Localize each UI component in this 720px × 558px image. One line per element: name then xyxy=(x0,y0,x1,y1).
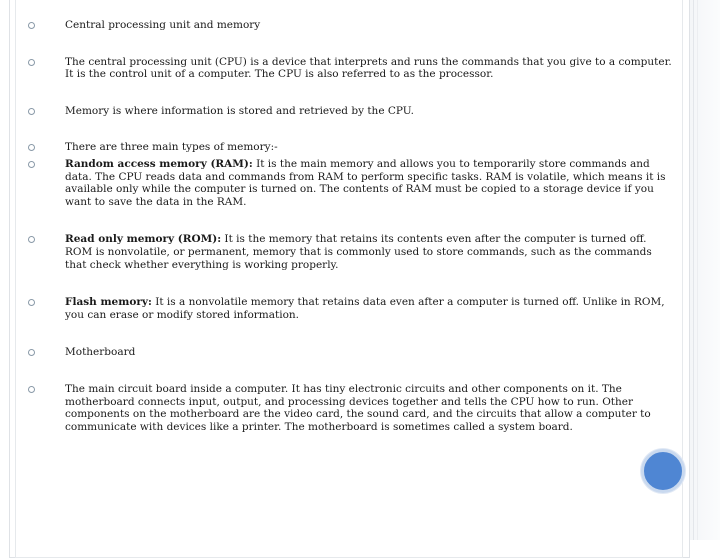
bullet-term: Random access memory (RAM): xyxy=(65,157,253,170)
bullet-item-cpu-description xyxy=(28,56,676,81)
bullet-ring-icon xyxy=(28,161,35,168)
bullet-text: The main circuit board inside a computer. It has tiny electronic circuits and other components on it. The motherboard connects input, output, and processing devices together and tells the CPU how to run. Other components on the motherboard are the video card, the sound card, and the circuits that allow a computer to communicate with devices like a printer. The motherboard is sometimes called a system board. xyxy=(65,382,651,433)
bullet-item-motherboard-description xyxy=(28,383,676,433)
bullet-ring-icon xyxy=(28,299,35,306)
bullet-text: It is the memory that retains its contents even after the computer is turned off. ROM is nonvolatile, or permanent, memory that is commonly used to store commands, such as the commands that check whether everything is working properly. xyxy=(65,233,652,271)
bullet-item-memory-description xyxy=(28,105,676,118)
bullet-text: There are three main types of memory:- xyxy=(65,141,278,154)
bullet-ring-icon xyxy=(28,144,35,151)
bullet-text: The central processing unit (CPU) is a device that interprets and runs the commands that you give to a computer. It is the control unit of a computer. The CPU is also referred to as the processor. xyxy=(65,55,672,81)
bullet-item-cpu-heading xyxy=(28,19,676,32)
bullet-text: Central processing unit and memory xyxy=(65,19,261,31)
bullet-ring-icon xyxy=(28,59,35,66)
bullet-list xyxy=(28,19,676,433)
bullet-text: Motherboard xyxy=(65,346,136,359)
bullet-ring-icon xyxy=(28,236,35,243)
bullet-term: Flash memory: xyxy=(65,296,152,309)
bullet-text: Memory is where information is stored and retrieved by the CPU. xyxy=(65,104,415,117)
bullet-text: It is a nonvolatile memory that retains data even after a computer is turned off. Unlike in ROM, you can erase or modify stored information. xyxy=(65,296,665,321)
bullet-item-ram xyxy=(28,158,676,208)
slide-nav-circle-button[interactable] xyxy=(641,449,685,493)
bullet-ring-icon xyxy=(28,108,35,115)
bullet-ring-icon xyxy=(28,22,35,29)
bullet-ring-icon xyxy=(28,386,35,393)
slide-right-band xyxy=(690,0,720,540)
bullet-term: Read only memory (ROM): xyxy=(65,233,222,246)
bullet-item-rom xyxy=(28,233,676,271)
bullet-item-memory-types xyxy=(28,141,676,154)
bullet-text: It is the main memory and allows you to temporarily store commands and data. The CPU reads data and commands from RAM to perform specific tasks. RAM is volatile, which means it is available only while the computer is turned on. The contents of RAM must be copied to a storage device if you want to save the data in the RAM. xyxy=(65,157,666,208)
bullet-item-flash xyxy=(28,296,676,321)
bullet-ring-icon xyxy=(28,349,35,356)
bullet-item-motherboard-heading xyxy=(28,346,676,359)
